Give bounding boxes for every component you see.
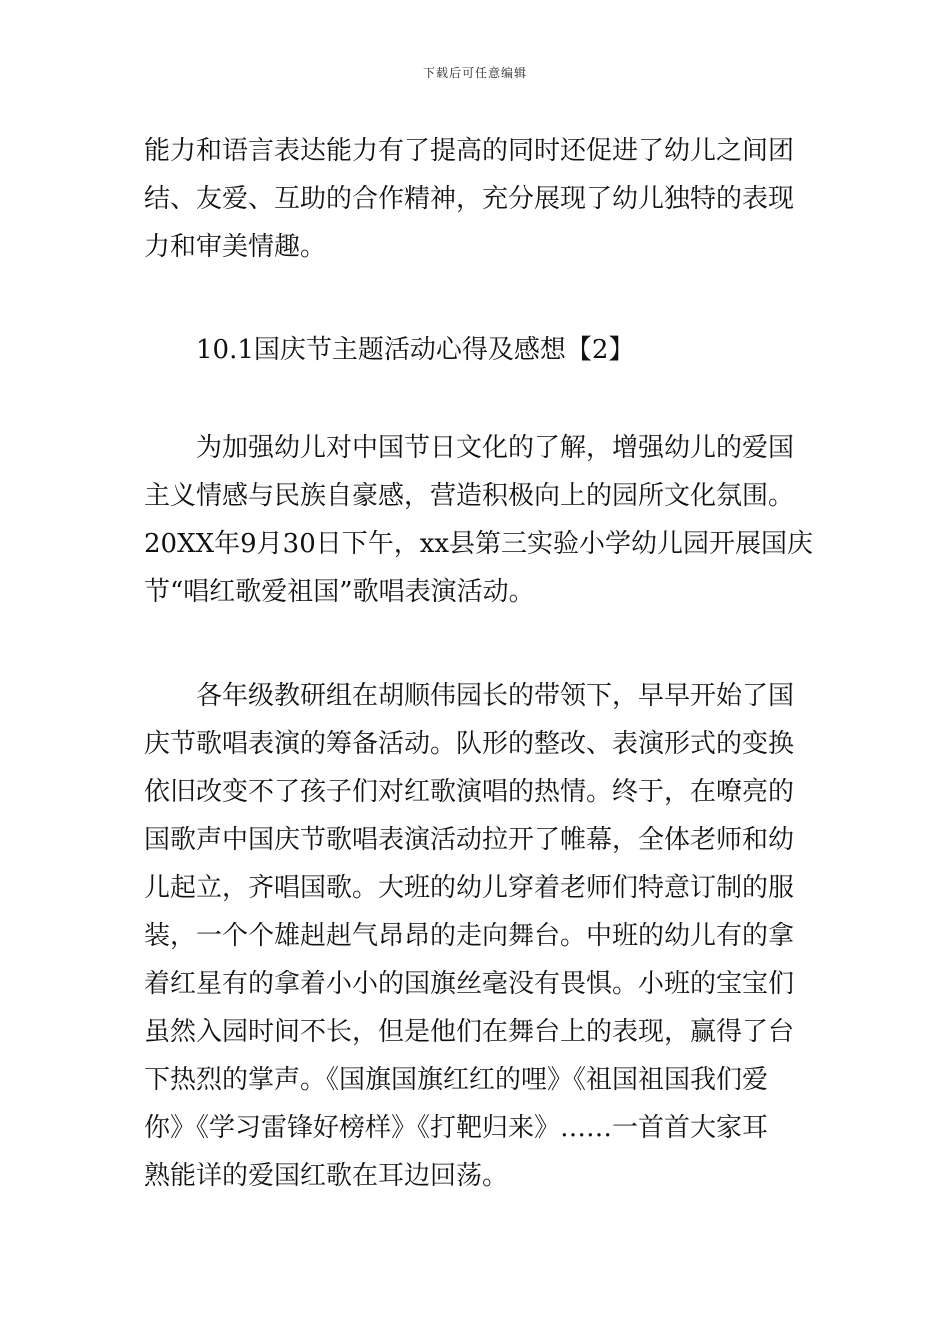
paragraph-line: 下热烈的掌声。《国旗国旗红红的哩》《祖国祖国我们爱 <box>144 1065 769 1095</box>
paragraph-line: 为加强幼儿对中国节日文化的了解，增强幼儿的爱国 <box>196 433 795 463</box>
paragraph-line: 你》《学习雷锋好榜样》《打靶归来》……一首首大家耳 <box>144 1113 769 1143</box>
paragraph-line: 儿起立，齐唱国歌。大班的幼儿穿着老师们特意订制的服 <box>144 873 795 903</box>
heading-line: 10.1国庆节主题活动心得及感想【2】 <box>196 335 635 365</box>
paragraph-line: 着红星有的拿着小小的国旗丝毫没有畏惧。小班的宝宝们 <box>144 969 795 999</box>
header-note: 下载后可任意编辑 <box>422 66 527 80</box>
paragraph-line: 熟能详的爱国红歌在耳边回荡。 <box>144 1161 509 1191</box>
paragraph-line: 虽然入园时间不长，但是他们在舞台上的表现，赢得了台 <box>144 1017 795 1047</box>
section-heading <box>144 326 814 374</box>
paragraph-line: 各年级教研组在胡顺伟园长的带领下，早早开始了国 <box>196 681 795 711</box>
paragraph-line: 依旧改变不了孩子们对红歌演唱的热情。终于，在嘹亮的 <box>144 777 795 807</box>
paragraph-line: 装，一个个雄赳赳气昂昂的走向舞台。中班的幼儿有的拿 <box>144 921 795 951</box>
paragraph-line: 国歌声中国庆节歌唱表演活动拉开了帷幕，全体老师和幼 <box>144 825 795 855</box>
paragraph-continuation <box>144 127 814 271</box>
paragraph-line: 能力和语言表达能力有了提高的同时还促进了幼儿之间团 <box>144 136 795 166</box>
paragraph-intro <box>144 424 814 616</box>
paragraph-line: 结、友爱、互助的合作精神，充分展现了幼儿独特的表现 <box>144 184 795 214</box>
paragraph-activity <box>144 672 814 1200</box>
paragraph-line: 主义情感与民族自豪感，营造积极向上的园所文化氛围。 <box>144 481 795 511</box>
paragraph-line: 庆节歌唱表演的筹备活动。队形的整改、表演形式的变换 <box>144 729 795 759</box>
paragraph-line: 节“唱红歌爱祖国”歌唱表演活动。 <box>144 577 535 607</box>
paragraph-line: 力和审美情趣。 <box>144 232 327 262</box>
paragraph-line: 20XX年9月30日下午，xx县第三实验小学幼儿园开展国庆 <box>144 529 814 559</box>
